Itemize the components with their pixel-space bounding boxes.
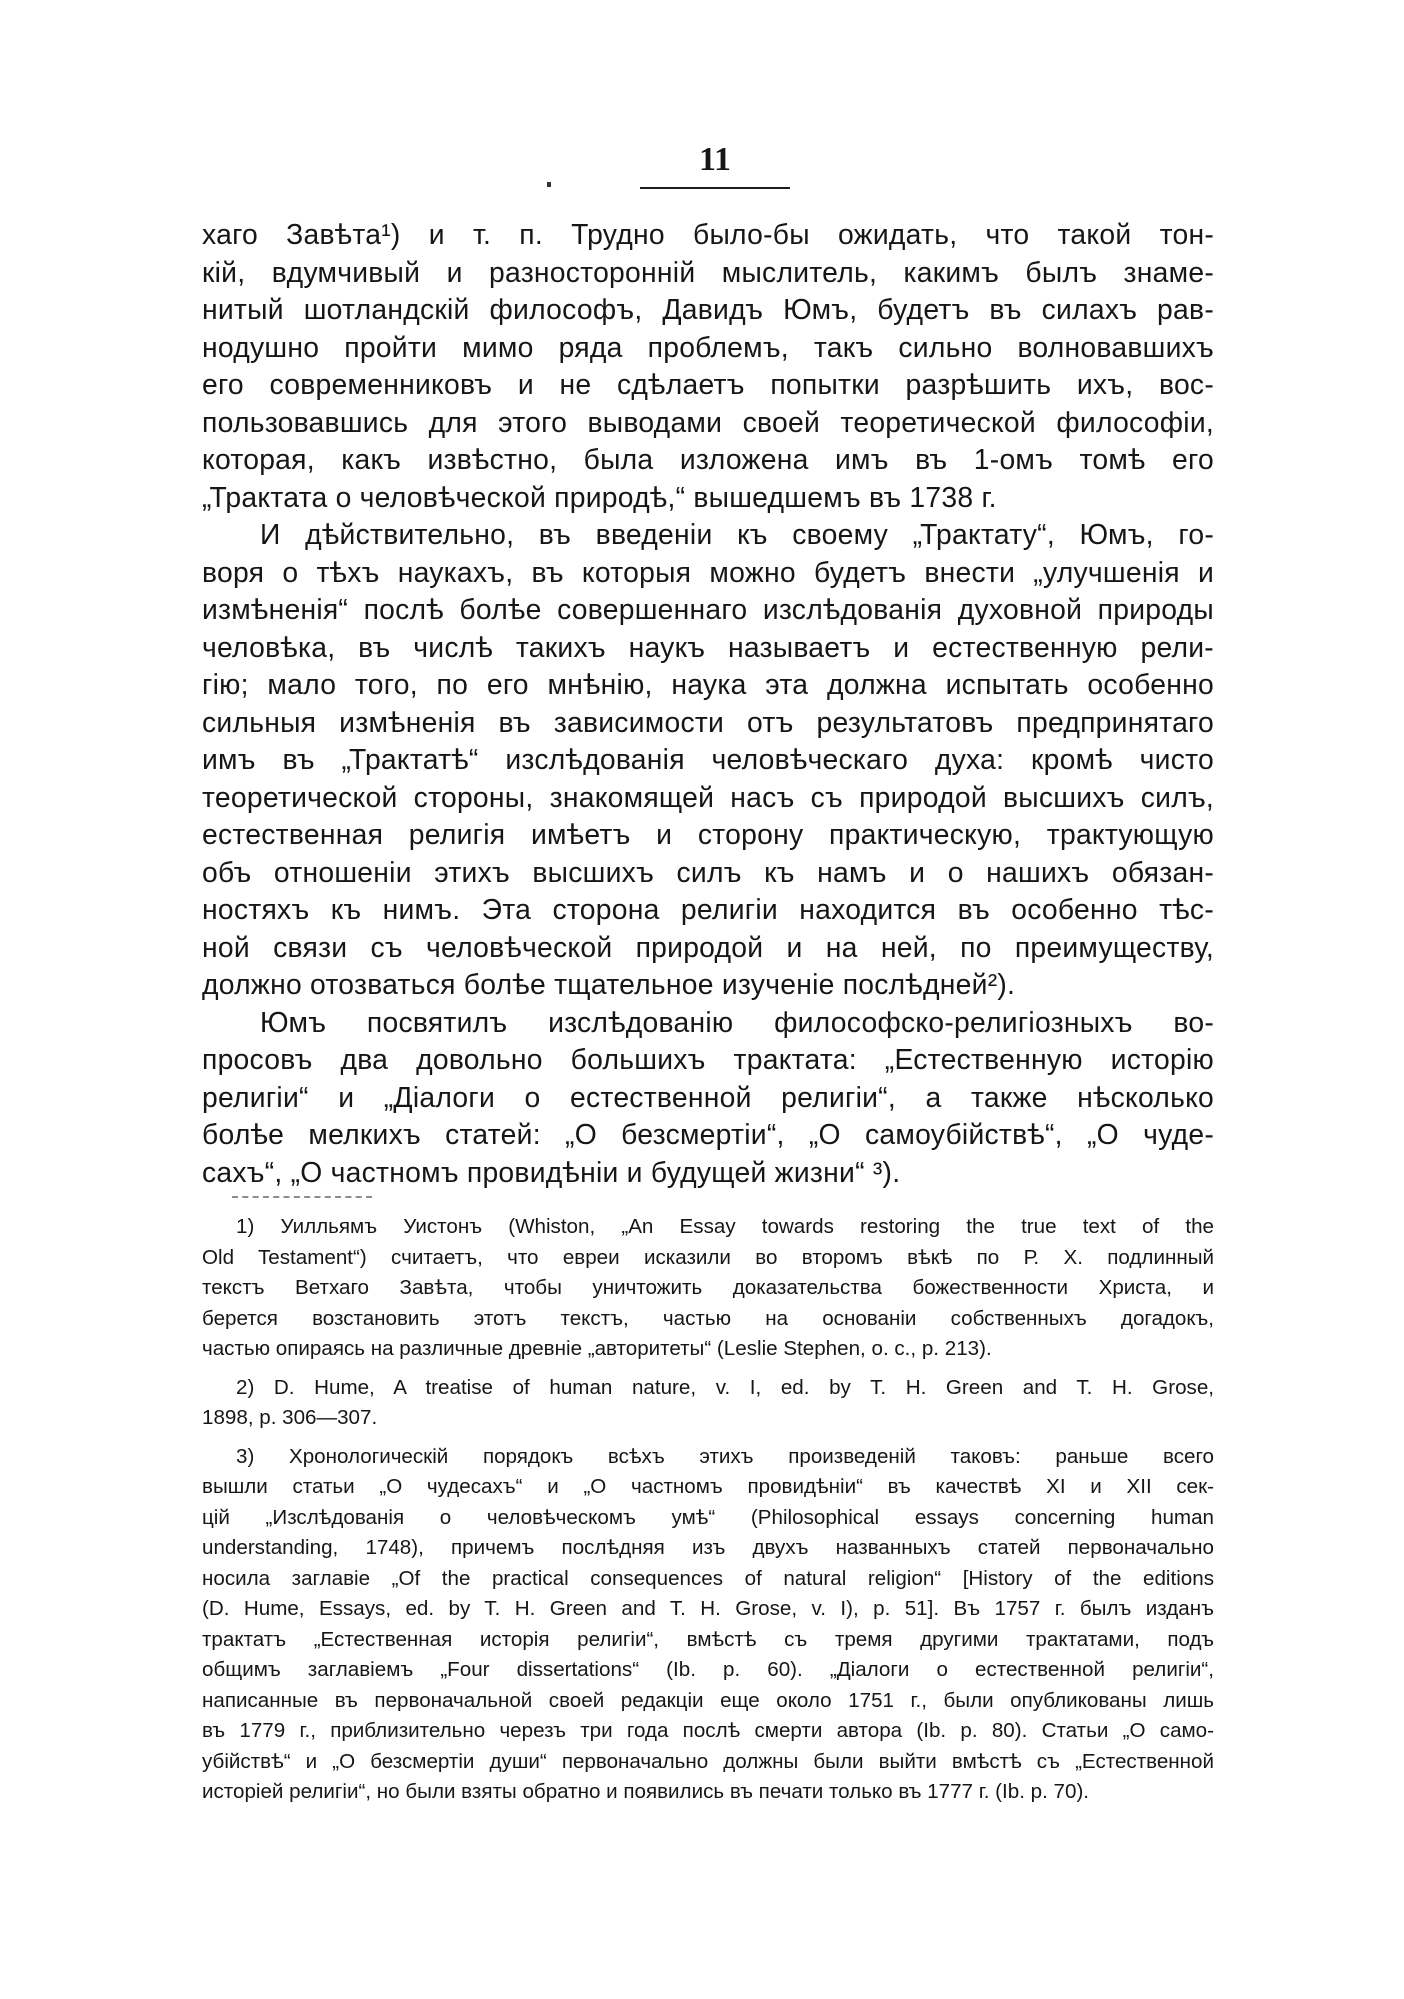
print-mark xyxy=(547,182,551,187)
text-line: Юмъ посвятилъ изслѣдованію философско-религіозныхъ во- xyxy=(260,1005,1214,1038)
footnote-gap xyxy=(202,1434,1214,1442)
footnote-line: (D. Hume, Essays, ed. by T. H. Green and T. H. Grose, v. I), p. 51]. Въ 1757 г. былъ изданъ xyxy=(202,1597,1214,1620)
text-line: нодушно пройти мимо ряда проблемъ, такъ сильно волновавшихъ xyxy=(202,330,1214,363)
page-number-rule xyxy=(640,187,790,189)
text-line: И дѣйствительно, въ введеніи къ своему „Трактату“, Юмъ, го- xyxy=(260,518,1214,550)
text-line: естественная религія имѣетъ и сторону практическую, трактующую xyxy=(202,818,1214,850)
text-line: „Трактата о человѣческой природѣ,“ вышедшемъ въ 1738 г. xyxy=(202,480,997,513)
footnote-line: убійствѣ“ и „О безсмертіи души“ первоначально должны были выйти вмѣстѣ съ „Естественной xyxy=(202,1749,1214,1773)
footnote-gap xyxy=(202,1365,1214,1373)
text-line: человѣка, въ числѣ такихъ наукъ называетъ и естественную рели- xyxy=(202,630,1214,663)
footnote-line: текстъ Ветхаго Завѣта, чтобы уничтожить доказательства божественности Христа, и xyxy=(202,1276,1214,1299)
text-line: болѣе мелкихъ статей: „О безсмертіи“, „О самоубійствѣ“, „О чуде- xyxy=(202,1118,1214,1150)
footnote-line: носила заглавіе „Of the practical consequences of natural religion“ [History of the editions xyxy=(202,1566,1214,1590)
text-line: пользовавшись для этого выводами своей теоретической философіи, xyxy=(202,405,1214,438)
footnote-line: understanding, 1748), причемъ послѣдняя изъ двухъ названныхъ статей первоначально xyxy=(202,1536,1214,1559)
footnote-line: 3) Хронологическій порядокъ всѣхъ этихъ произведеній таковъ: раньше всего xyxy=(236,1444,1214,1468)
footnote-3 xyxy=(202,1442,1214,1808)
footnote-1 xyxy=(202,1212,1214,1365)
text-line: ностяхъ къ нимъ. Эта сторона религіи находится въ особенно тѣс- xyxy=(202,893,1214,925)
footnote-line: трактатъ „Естественная исторія религіи“, вмѣстѣ съ тремя другими трактатами, подъ xyxy=(202,1627,1214,1651)
text-line: сильныя измѣненія въ зависимости отъ результатовъ предпринятаго xyxy=(202,705,1214,738)
footnote-line: частью опираясь на различные древніе „авторитеты“ (Leslie Stephen, o. c., p. 213). xyxy=(202,1337,992,1360)
text-line: просовъ два довольно большихъ трактата: „Естественную исторію xyxy=(202,1043,1214,1075)
main-text xyxy=(202,216,1214,1191)
text-line: измѣненія“ послѣ болѣе совершеннаго изслѣдованія духовной природы xyxy=(202,593,1214,625)
footnote-line: цій „Изслѣдованія о человѣческомъ умѣ“ (Philosophical essays concerning human xyxy=(202,1505,1214,1529)
text-line: его современниковъ и не сдѣлаетъ попытки разрѣшить ихъ, вос- xyxy=(202,368,1214,400)
page-number: 11 xyxy=(698,141,732,178)
text-line: должно отозваться болѣе тщательное изученіе послѣдней²). xyxy=(202,968,1016,1000)
footnotes xyxy=(202,1212,1214,1808)
text-line: ной связи съ человѣческой природой и на ней, по преимуществу, xyxy=(202,930,1214,963)
footnote-line: въ 1779 г., приблизительно черезъ три года послѣ смерти автора (Ib. p. 80). Статьи „О само- xyxy=(202,1719,1214,1742)
footnote-2 xyxy=(202,1373,1214,1434)
text-line: теоретической стороны, знакомящей насъ съ природой высшихъ силъ, xyxy=(202,780,1214,813)
footnote-line: 2) D. Hume, A treatise of human nature, v. I, ed. by T. H. Green and T. H. Grose, xyxy=(236,1375,1214,1399)
footnote-line: 1898, p. 306—307. xyxy=(202,1406,378,1429)
footnote-line: 1) Уилльямъ Уистонъ (Whiston, „An Essay towards restoring the true text of the xyxy=(236,1215,1214,1238)
footnote-line: вышли статьи „О чудесахъ“ и „О частномъ провидѣніи“ въ качествѣ XI и XII сек- xyxy=(202,1475,1214,1498)
text-line: хаго Завѣта¹) и т. п. Трудно было-бы ожидать, что такой тон- xyxy=(202,218,1214,250)
text-line: религіи“ и „Діалоги о естественной религіи“, а также нѣсколько xyxy=(202,1080,1214,1113)
text-line: воря о тѣхъ наукахъ, въ которыя можно будетъ внести „улучшенія и xyxy=(202,555,1214,588)
text-line: кій, вдумчивый и разносторонній мыслитель, какимъ былъ знаме- xyxy=(202,255,1214,288)
text-line: нитый шотландскій философъ, Давидъ Юмъ, будетъ въ силахъ рав- xyxy=(202,293,1214,325)
text-line: сахъ“, „О частномъ провидѣніи и будущей жизни“ ³). xyxy=(202,1155,901,1188)
footnote-separator xyxy=(232,1196,372,1198)
text-line: гію; мало того, по его мнѣнію, наука эта должна испытать особенно xyxy=(202,668,1214,700)
footnote-line: берется возстановить этотъ текстъ, частью на основаніи собственныхъ догадокъ, xyxy=(202,1306,1214,1330)
text-line: которая, какъ извѣстно, была изложена имъ въ 1-омъ томѣ его xyxy=(202,443,1214,475)
footnote-line: исторіей религіи“, но были взяты обратно и появились въ печати только въ 1777 г. (Ib. p. 70). xyxy=(202,1780,1090,1803)
footnote-line: общимъ заглавіемъ „Four dissertations“ (Ib. p. 60). „Діалоги о естественной религіи“, xyxy=(202,1658,1214,1681)
text-line: объ отношеніи этихъ высшихъ силъ къ намъ и о нашихъ обязан- xyxy=(202,855,1214,888)
footnote-line: Old Testament“) считаетъ, что евреи исказили во второмъ вѣкѣ по Р. Х. подлинный xyxy=(202,1245,1214,1269)
footnote-line: написанные въ первоначальной своей редакціи еще около 1751 г., были опубликованы лишь xyxy=(202,1688,1214,1712)
text-line: имъ въ „Трактатѣ“ изслѣдованія человѣческаго духа: кромѣ чисто xyxy=(202,743,1214,775)
